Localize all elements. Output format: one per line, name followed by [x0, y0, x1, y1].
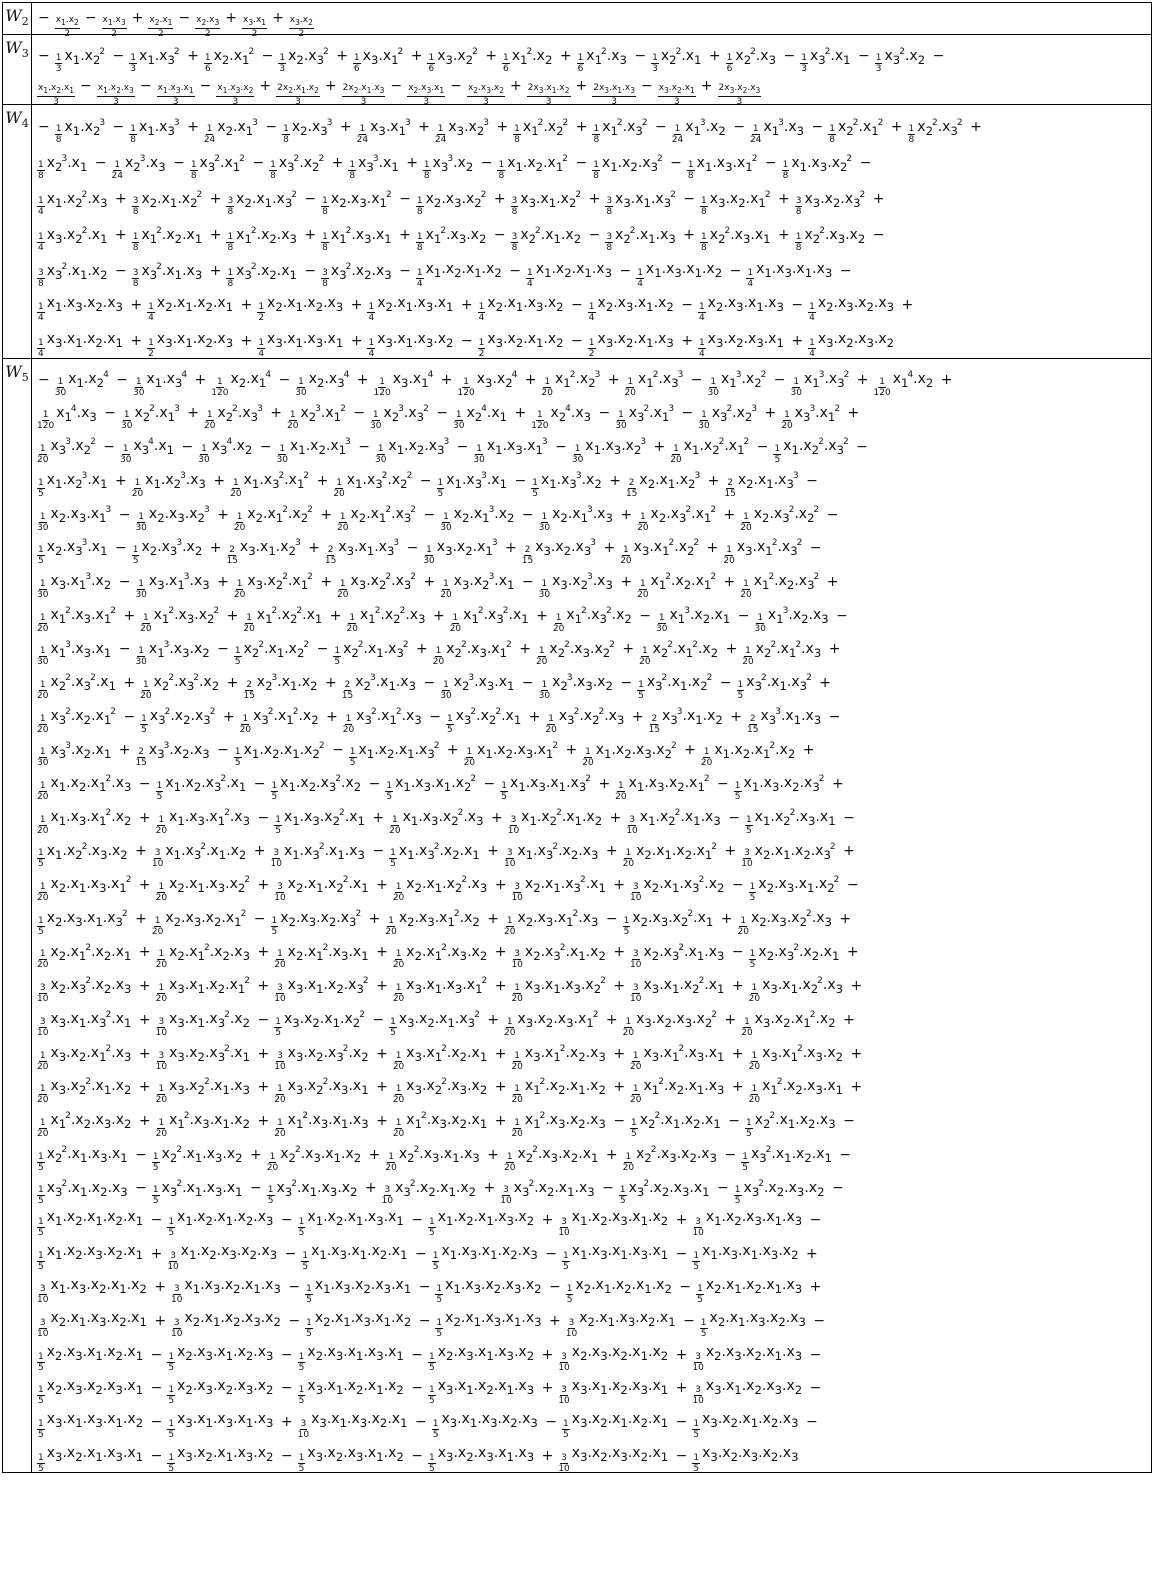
label-script: W — [5, 6, 22, 25]
expression-line: 1 4 x3.x1.x2.x1 + 1 2 x3.x1.x2.x3 + 1 4 x3.x1.x3.x1 + 1 4 x3.x1.x3.x2 − 1 2 x3.x2.x1.x2 − 1 2 x3.x2.x1.x3 + 1 4 x3.x2.x3.x1 + 1 4 x3.x2.x3.x2 — [38, 331, 895, 359]
label-index: 2 — [21, 15, 29, 29]
expression-line: − 1 30 x1.x24 − 1 30 x1.x34 + 1 120 x2.x14 − 1 30 x2.x34 + 1 120 x3.x14 + 1 120 x3.x24 + 1 20 x12.x23 + 1 20 x12.x33 − 1 30 x13.x22 − 1 30 x13.x32 + 1 120 x14.x2 + — [38, 370, 953, 398]
table-row-w4 — [3, 104, 1151, 358]
label-index: 3 — [21, 47, 29, 61]
table-row-w2 — [3, 3, 1151, 39]
expression-table — [2, 2, 1152, 1473]
expression-line: 1 20 x3.x2.x12.x3 + 3 10 x3.x2.x32.x1 + 3 10 x3.x2.x32.x2 + 1 20 x3.x12.x2.x1 + 1 20 x3.x12.x2.x3 + 1 20 x3.x12.x3.x1 + 1 20 x3.x12.x3.x2 + — [37, 1043, 863, 1072]
expression-w2 — [32, 3, 1151, 39]
expression-line: 3 8 x32.x1.x2 − 3 8 x32.x1.x3 + 1 8 x32.x2.x1 − 3 8 x32.x2.x3 − 1 4 x1.x2.x1.x2 − 1 4 x1.x2.x1.x3 − 1 4 x1.x3.x1.x2 − 1 4 x1.x3.x1.x3 − — [38, 261, 852, 289]
expression-line: 1 120 x14.x3 − 1 30 x22.x13 + 1 20 x22.x33 + 1 20 x23.x12 − 1 30 x23.x32 − 1 30 x24.x1 + 1 120 x24.x3 − 1 30 x32.x13 − 1 30 x32.x23 + 1 20 x33.x12 + — [37, 403, 860, 432]
expression-line: 1 8 x23.x1 − 1 24 x23.x3 − 1 8 x32.x12 − 1 8 x32.x22 + 1 8 x33.x1 + 1 8 x33.x2 − 1 8 x1.x2.x12 − 1 8 x1.x2.x32 − 1 8 x1.x3.x12 − 1 8 x1.x3.x22 − — [38, 154, 872, 181]
expression-line: 1 20 x22.x32.x1 + 1 20 x22.x32.x2 + 2 15 x23.x1.x2 + 2 15 x23.x1.x3 − 1 30 x23.x3.x1 − 1 30 x23.x3.x2 − 1 5 x32.x1.x22 − 1 5 x32.x1.x32 + — [37, 673, 831, 701]
expression-line: 1 5 x2.x3.x1.x32 + 1 20 x2.x3.x2.x12 − 1 5 x2.x3.x2.x32 + 1 20 x2.x3.x12.x2 + 1 20 x2.x3.x12.x3 − 1 5 x2.x3.x22.x1 + 1 20 x2.x3.x22.x3 + — [38, 909, 852, 937]
row-label-w4 — [3, 105, 32, 358]
expression-line: 1 20 x1.x3.x12.x2 + 1 20 x1.x3.x12.x3 − 1 5 x1.x3.x22.x1 + 1 20 x1.x3.x22.x3 + 3 10 x1.x22.x1.x2 + 3 10 x1.x22.x1.x3 − 1 5 x1.x22.x3.x1 − — [37, 807, 855, 836]
label-script: W — [5, 38, 22, 57]
expression-line: 1 5 x2.x33.x1 − 1 5 x2.x33.x2 + 2 15 x3.x1.x23 + 2 15 x3.x1.x33 − 1 30 x3.x2.x13 + 2 15 x3.x2.x33 + 1 20 x3.x12.x22 + 1 20 x3.x12.x32 − — [38, 538, 822, 567]
expression-line: 1 5 x22.x1.x3.x1 − 1 5 x22.x1.x3.x2 + 1 20 x22.x3.x1.x2 + 1 20 x22.x3.x1.x3 + 1 20 x22.x3.x2.x1 + 1 20 x22.x3.x2.x3 − 1 5 x32.x1.x2.x1 − — [38, 1144, 852, 1173]
expression-line: 1 30 x33.x2.x1 + 2 15 x33.x2.x3 − 1 5 x1.x2.x1.x22 − 1 5 x1.x2.x1.x32 + 1 20 x1.x2.x3.x12 + 1 20 x1.x2.x3.x22 + 1 20 x1.x2.x12.x2 + — [37, 740, 815, 769]
row-label-w3 — [3, 35, 32, 104]
expression-line: 1 4 x1.x3.x2.x3 + 1 4 x2.x1.x2.x1 + 1 2 x2.x1.x2.x3 + 1 4 x2.x1.x3.x1 + 1 4 x2.x1.x3.x2 − 1 4 x2.x3.x1.x2 − 1 4 x2.x3.x1.x3 − 1 4 x2.x3.x2.x3 + — [38, 295, 914, 323]
row-label-w5 — [3, 359, 32, 1472]
expression-line: 1 20 x2.x1.x3.x12 + 1 20 x2.x1.x3.x22 + 3 10 x2.x1.x22.x1 + 1 20 x2.x1.x22.x3 + 3 10 x2.x1.x32.x1 + 3 10 x2.x1.x32.x2 − 1 5 x2.x3.x1.x22 − — [37, 875, 859, 904]
expression-line: 1 20 x2.x12.x2.x1 + 1 20 x2.x12.x2.x3 + 1 20 x2.x12.x3.x1 + 1 20 x2.x12.x3.x2 + 3 10 x2.x32.x1.x2 + 3 10 x2.x32.x1.x3 − 1 5 x2.x32.x2.x1 + — [37, 942, 859, 971]
expression-line: − 1 8 x1.x23 − 1 8 x1.x33 + 1 24 x2.x13 − 1 8 x2.x33 + 1 24 x3.x13 + 1 24 x3.x23 + 1 8 x12.x22 + 1 8 x12.x32 − 1 24 x13.x2 − 1 24 x13.x3 − 1 8 x22.x12 + 1 8 x22.x32 + — [38, 118, 982, 145]
label-index: 4 — [21, 117, 29, 131]
expression-line: 1 20 x33.x22 − 1 30 x34.x1 − 1 30 x34.x2 − 1 30 x1.x2.x13 − 1 30 x1.x2.x33 − 1 30 x1.x3.x13 − 1 30 x1.x3.x23 + 1 20 x1.x22.x12 − 1 5 x1.x22.x32 − — [37, 437, 868, 466]
expression-w4 — [32, 105, 1151, 358]
table-row-w5 — [3, 358, 1151, 1472]
expression-line: − $\frac{x_1.x_2}{2}$ − $\frac{x_1.x_3}{2}$ + $\frac{x_2.x_1}{2}$ − $\frac{x_2.x_3}{2}$ + $\frac{x_3.x_1}{2}$ + $\frac{x_3.x_2}{2}$ — [38, 10, 313, 39]
expression-line: 1 5 x1.x2.x3.x2.x1 + 3 10 x1.x2.x3.x2.x3 − 1 5 x1.x3.x1.x2.x1 − 1 5 x1.x3.x1.x2.x3 − 1 5 x1.x3.x1.x3.x1 − 1 5 x1.x3.x1.x3.x2 + — [38, 1242, 818, 1272]
expression-line: 1 5 x32.x1.x2.x3 − 1 5 x32.x1.x3.x1 − 1 5 x32.x1.x3.x2 + 3 10 x32.x2.x1.x2 + 3 10 x32.x2.x1.x3 − 1 5 x32.x2.x3.x1 − 1 5 x32.x2.x3.x2 − — [38, 1178, 844, 1207]
expression-line: 1 20 x12.x2.x3.x2 + 1 20 x12.x3.x1.x2 + 1 20 x12.x3.x1.x3 + 1 20 x12.x3.x2.x1 + 1 20 x12.x3.x2.x3 − 1 5 x22.x1.x2.x1 − 1 5 x22.x1.x2.x3 − — [37, 1111, 855, 1139]
expression-line: 1 30 x13.x3.x1 − 1 30 x13.x3.x2 − 1 5 x22.x1.x22 − 1 5 x22.x1.x32 + 1 20 x22.x3.x12 + 1 20 x22.x3.x22 + 1 20 x22.x12.x2 + 1 20 x22.x12.x3 + — [37, 639, 841, 668]
expression-line: 1 5 x3.x1.x3.x1.x2 − 1 5 x3.x1.x3.x1.x3 + 3 10 x3.x1.x3.x2.x1 − 1 5 x3.x1.x3.x2.x3 − 1 5 x3.x2.x1.x2.x1 − 1 5 x3.x2.x1.x2.x3 − — [38, 1411, 818, 1441]
expression-line: $\frac{x_1.x_2.x_1}{3}$ − $\frac{x_1.x_2.x_3}{3}$ − $\frac{x_1.x_3.x_1}{3}$ − $\frac{x_1.x_3.x_2}{3}$ + $\frac{2x_2.x_1.x_2}{3}$ + $\frac{2x_2.x_1.x_3}{3}$ − $\frac{x_2.x_3.x_1}{3}$ − $\frac{x_2.x_3.x_2}{3}$ + $\frac{2x_3.x_1.x_2}{3}$ + $\frac{2x_3.x_1.x_3}{3}$ − $\frac{x_3.x_2.x_1}{3}$ + $\frac{2x_3.x_2.x_3}{3}$ — [38, 78, 761, 107]
label-script: W — [5, 362, 22, 381]
expression-line: 3 10 x2.x1.x3.x2.x1 + 3 10 x2.x1.x2.x3.x2 − 1 5 x2.x1.x3.x1.x2 − 1 5 x2.x1.x3.x1.x3 + 3 10 x2.x1.x3.x2.x1 − 1 5 x2.x1.x3.x2.x3 − — [37, 1310, 826, 1339]
row-label-w2 — [3, 3, 32, 34]
expression-line: 1 4 x3.x22.x1 + 1 8 x12.x2.x1 + 1 8 x12.x2.x3 + 1 8 x12.x3.x1 + 1 8 x12.x3.x2 − 3 8 x22.x1.x2 − 3 8 x22.x1.x3 + 1 8 x22.x3.x1 + 1 8 x22.x3.x2 − — [38, 226, 885, 253]
expression-line: − $\frac{1}{3}$ $x_1.x_22$ − $\frac{1}{3}$ $x_1.x_32$ + $\frac{1}{6}$ $x_2.x_12$ − $\frac{1}{3}$ $x_2.x_32$ + $\frac{1}{6}$ $x_3.x_12$ + $\frac{1}{6}$ $x_3.x_22$ + $\frac{1}{6}$ $x_12.x_2$ + $\frac{1}{6}$ $x_12.x_3$ − $\frac{1}{3}$ $x_22.x_1$ + $\frac{1}{6}$ $x_22.x_3$ − $\frac{1}{3}$ $x_32.x_1$ − $\frac{1}{3}$ $x_32.x_2$ − — [38, 47, 945, 74]
expression-line: 1 20 x3.x22.x1.x2 + 1 20 x3.x22.x1.x3 + 1 20 x3.x22.x3.x1 + 1 20 x3.x22.x3.x2 + 1 20 x12.x2.x1.x2 + 1 20 x12.x2.x1.x3 + 1 20 x12.x2.x3.x1 + — [37, 1077, 863, 1106]
expression-line: 1 30 x3.x13.x2 − 1 30 x3.x13.x3 + 1 20 x3.x22.x12 + 1 20 x3.x22.x32 + 1 20 x3.x23.x1 − 1 30 x3.x23.x3 + 1 20 x12.x2.x12 + 1 20 x12.x2.x32 + — [37, 572, 839, 600]
expression-line: 1 20 x1.x2.x12.x3 − 1 5 x1.x2.x32.x1 − 1 5 x1.x2.x32.x2 − 1 5 x1.x3.x1.x22 − 1 5 x1.x3.x1.x32 + 1 20 x1.x3.x2.x12 − 1 5 x1.x3.x2.x32 + — [37, 774, 844, 802]
expression-w5 — [32, 359, 1151, 1472]
expression-line: 1 4 x1.x22.x3 + 3 8 x2.x1.x22 + 3 8 x2.x1.x32 − 1 8 x2.x3.x12 − 1 8 x2.x3.x22 + 3 8 x3.x1.x22 + 3 8 x3.x1.x32 − 1 8 x3.x2.x12 + 3 8 x3.x2.x32 + — [38, 190, 885, 217]
expression-w3 — [32, 35, 1151, 107]
expression-line: 1 5 x2.x3.x2.x3.x1 − 1 5 x2.x3.x2.x3.x2 − 1 5 x3.x1.x2.x1.x2 − 1 5 x3.x1.x2.x1.x3 + 3 10 x3.x1.x2.x3.x1 + 3 10 x3.x1.x2.x3.x2 − — [38, 1377, 822, 1407]
label-script: W — [5, 108, 22, 127]
expression-line: 3 10 x1.x3.x2.x1.x2 + 3 10 x1.x3.x2.x1.x3 − 1 5 x1.x3.x2.x3.x1 − 1 5 x1.x3.x2.x3.x2 − 1 5 x2.x1.x2.x1.x2 − 1 5 x2.x1.x2.x1.x3 + — [37, 1276, 822, 1306]
expression-line: 1 30 x2.x3.x13 − 1 30 x2.x3.x23 + 1 20 x2.x12.x22 + 1 20 x2.x12.x32 − 1 30 x2.x13.x2 − 1 30 x2.x13.x3 + 1 20 x2.x32.x12 + 1 20 x2.x32.x22 − — [37, 504, 839, 533]
expression-line: 1 5 x1.x2.x1.x2.x1 − 1 5 x1.x2.x1.x2.x3 − 1 5 x1.x2.x1.x3.x1 − 1 5 x1.x2.x1.x3.x2 + 3 10 x1.x2.x3.x1.x2 + 3 10 x1.x2.x3.x1.x3 − — [38, 1209, 822, 1238]
expression-line: 3 10 x2.x32.x2.x3 + 1 20 x3.x1.x2.x12 + 3 10 x3.x1.x2.x32 + 1 20 x3.x1.x3.x12 + 1 20 x3.x1.x3.x22 + 3 10 x3.x1.x22.x1 + 1 20 x3.x1.x22.x3 + — [37, 976, 863, 1005]
expression-line: 3 10 x3.x1.x32.x1 + 3 10 x3.x1.x32.x2 − 1 5 x3.x2.x1.x22 − 1 5 x3.x2.x1.x32 + 1 20 x3.x2.x3.x12 + 1 20 x3.x2.x3.x22 + 1 20 x3.x2.x12.x2 + — [37, 1010, 855, 1038]
expression-line: 1 5 x1.x22.x3.x2 + 3 10 x1.x32.x1.x2 + 3 10 x1.x32.x1.x3 − 1 5 x1.x32.x2.x1 + 3 10 x1.x32.x2.x3 + 1 20 x2.x1.x2.x12 + 3 10 x2.x1.x2.x32 + — [38, 841, 855, 870]
expression-line: 1 5 x3.x2.x1.x3.x1 − 1 5 x3.x2.x1.x3.x2 − 1 5 x3.x2.x3.x1.x2 − 1 5 x3.x2.x3.x1.x3 + 3 10 x3.x2.x3.x2.x1 − 1 5 x3.x2.x3.x2.x3 — [38, 1445, 799, 1474]
expression-line: 1 20 x12.x3.x12 + 1 20 x12.x3.x22 + 1 20 x12.x22.x1 + 1 20 x12.x22.x3 + 1 20 x12.x32.x1 + 1 20 x12.x32.x2 − 1 30 x13.x2.x1 − 1 30 x13.x2.x3 − — [37, 605, 848, 634]
table-row-w3 — [3, 34, 1151, 107]
expression-line: 1 20 x32.x2.x12 − 1 5 x32.x2.x32 + 1 20 x32.x12.x2 + 1 20 x32.x12.x3 − 1 5 x32.x22.x1 + 1 20 x32.x22.x3 + 2 15 x33.x1.x2 + 2 15 x33.x1.x3 − — [37, 706, 841, 735]
label-index: 5 — [21, 371, 29, 385]
expression-line: 1 5 x1.x23.x1 + 1 20 x1.x23.x3 + 1 20 x1.x32.x12 + 1 20 x1.x32.x22 − 1 5 x1.x33.x1 − 1 5 x1.x33.x2 + 2 15 x2.x1.x23 + 2 15 x2.x1.x33 − — [38, 471, 818, 499]
expression-line: 1 5 x2.x3.x1.x2.x1 − 1 5 x2.x3.x1.x2.x3 − 1 5 x2.x3.x1.x3.x1 − 1 5 x2.x3.x1.x3.x2 + 3 10 x2.x3.x2.x1.x2 + 3 10 x2.x3.x2.x1.x3 − — [38, 1343, 822, 1373]
